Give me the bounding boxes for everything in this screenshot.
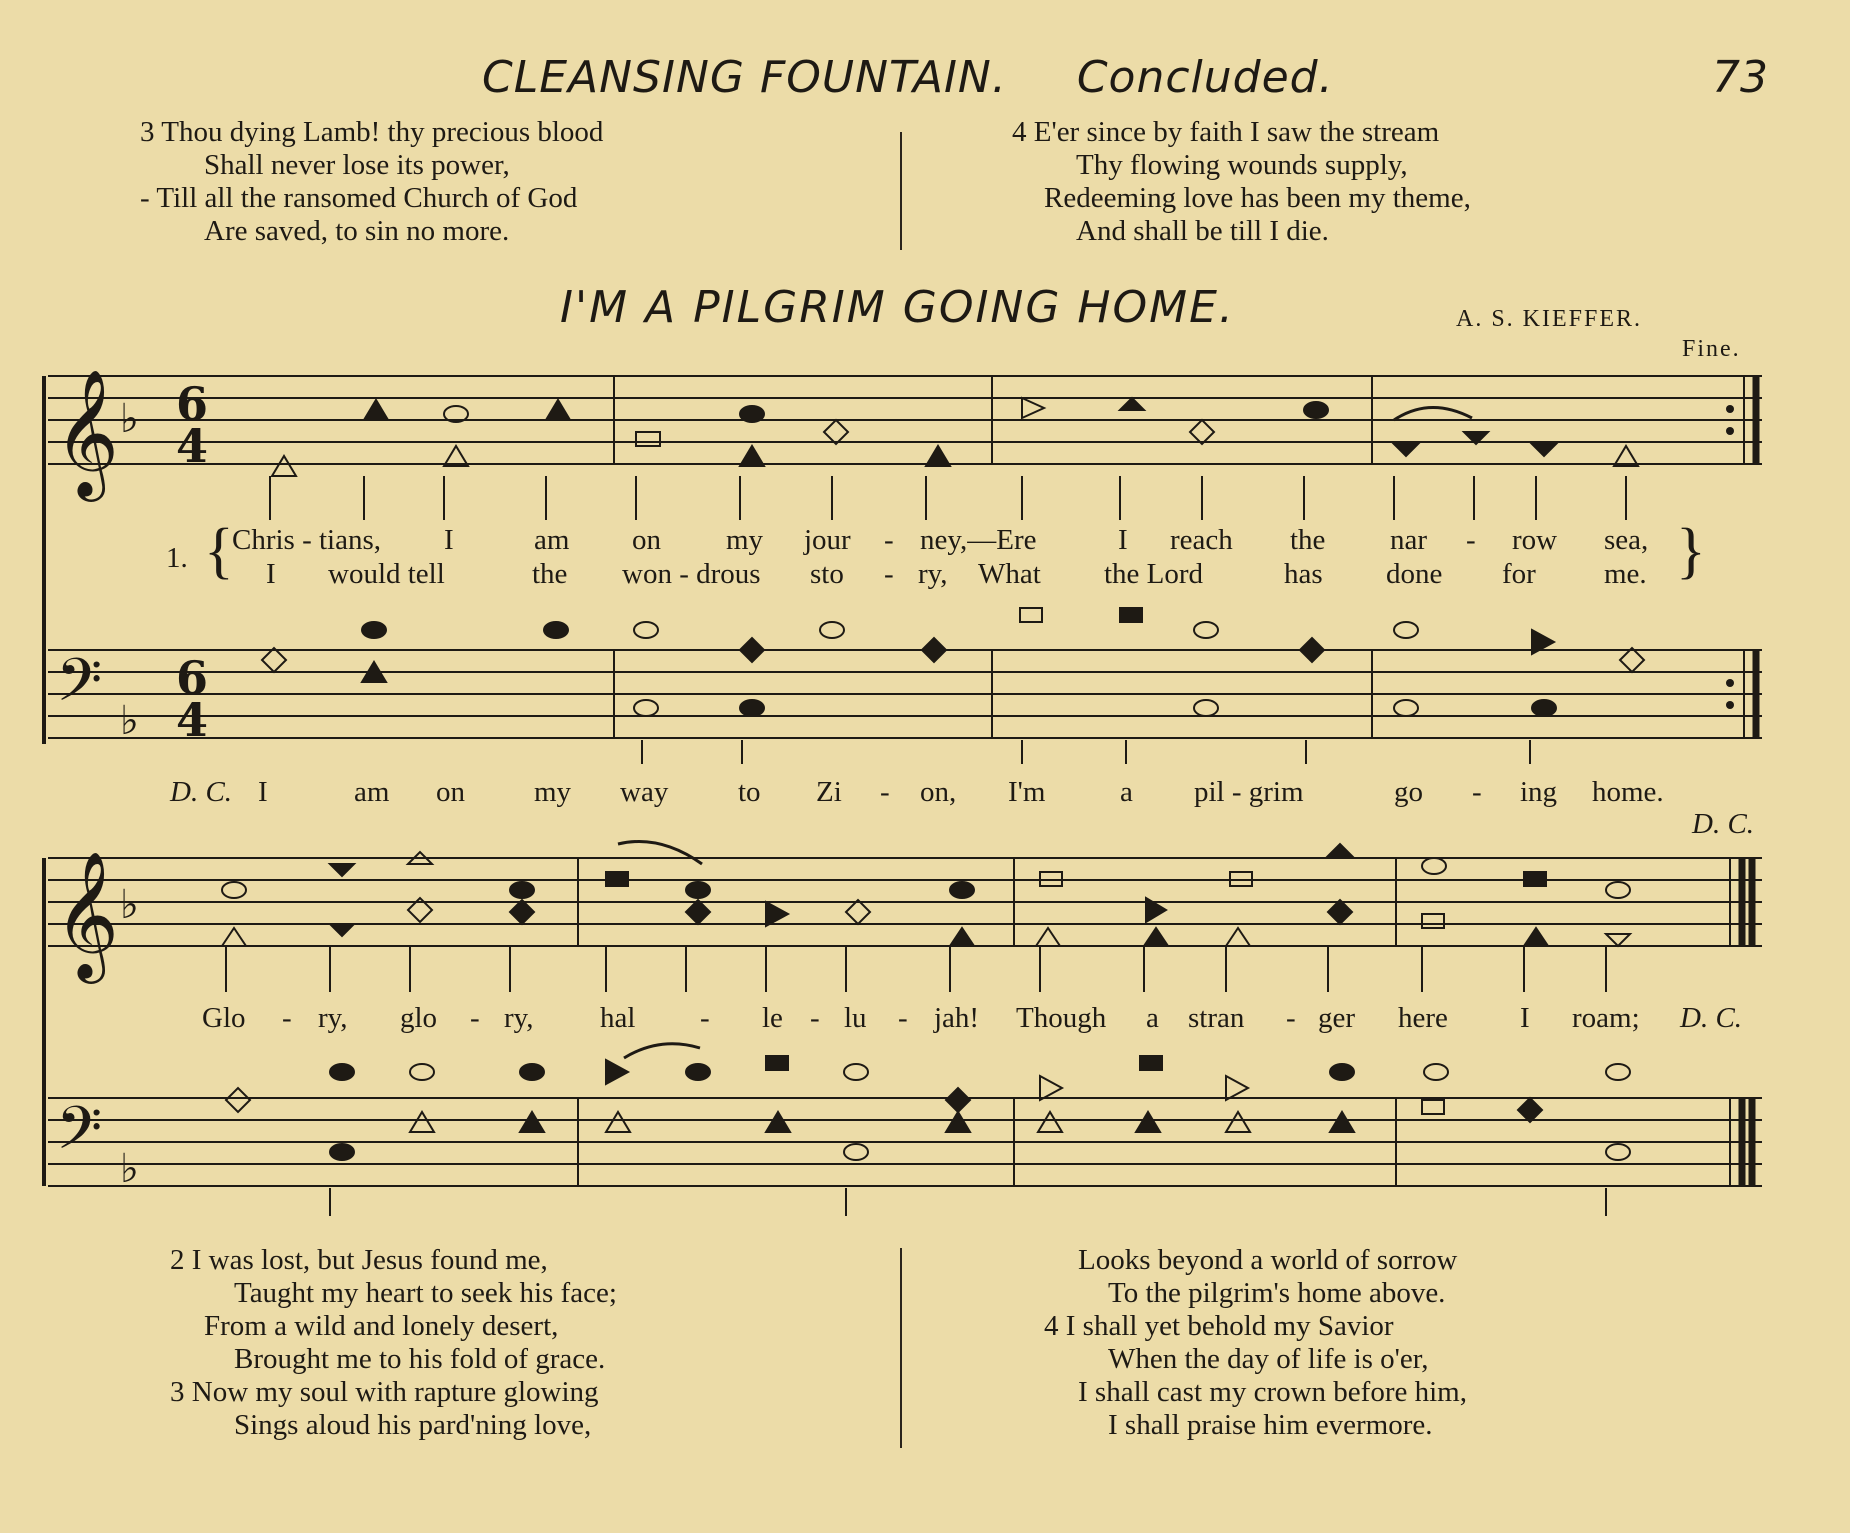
lyric: reach — [1170, 524, 1233, 556]
lyric: done — [1386, 558, 1443, 590]
svg-text:6: 6 — [176, 651, 209, 705]
verses-right — [1044, 1244, 1467, 1442]
lyric: would tell — [328, 558, 445, 590]
verse-line: 4 I shall yet behold my Savior — [1044, 1310, 1394, 1342]
lyric: ger — [1318, 1002, 1356, 1034]
verse-line: Thy flowing wounds supply, — [1076, 149, 1408, 181]
staff-treble-2 — [48, 858, 1762, 946]
lyric: I — [1520, 1002, 1530, 1034]
lyric: - — [700, 1002, 710, 1034]
lyric: home. — [1592, 776, 1664, 808]
lyric: ry, — [318, 1002, 348, 1034]
svg-text:6: 6 — [176, 377, 209, 431]
verse-line: When the day of life is o'er, — [1108, 1343, 1429, 1375]
verse-line: And shall be till I die. — [1076, 215, 1329, 247]
lyric: - — [880, 776, 890, 808]
verse-line: 2 I was lost, but Jesus found me, — [170, 1244, 548, 1276]
staff-treble-1 — [48, 376, 1762, 464]
verse-line: I shall cast my crown before him, — [1078, 1376, 1467, 1408]
lyric: the Lord — [1104, 558, 1204, 590]
svg-text:♭: ♭ — [120, 882, 139, 928]
lyric: sea, — [1604, 524, 1649, 556]
brace-right: } — [1676, 517, 1706, 585]
lyric: - — [282, 1002, 292, 1034]
lyric: the — [532, 558, 568, 590]
lyric: pil - grim — [1194, 776, 1304, 808]
verse-line: Brought me to his fold of grace. — [234, 1343, 606, 1375]
lyric: I — [444, 524, 454, 556]
hymn-title: I'M A PILGRIM GOING HOME. — [560, 282, 1235, 333]
lyric: I'm — [1008, 776, 1046, 808]
lyric: - — [470, 1002, 480, 1034]
lyric: go — [1394, 776, 1423, 808]
staff-bass-1 — [48, 650, 1762, 738]
staff-bass-2 — [48, 1098, 1762, 1186]
lyric: - — [884, 524, 894, 556]
lyric: lu — [844, 1002, 867, 1034]
verse-line: Redeeming love has been my theme, — [1044, 182, 1471, 214]
running-title: CLEANSING FOUNTAIN. — [482, 52, 1007, 103]
column-divider — [900, 1248, 902, 1448]
lyric: - — [1472, 776, 1482, 808]
brace: { — [204, 517, 234, 585]
lyric: a — [1146, 1002, 1159, 1034]
lyric: Glo — [202, 1002, 246, 1034]
lyric: jour — [804, 524, 851, 556]
verse-line: From a wild and lonely desert, — [204, 1310, 559, 1342]
lyric: - — [810, 1002, 820, 1034]
lyric: my — [726, 524, 764, 556]
lyric: the — [1290, 524, 1326, 556]
dc-mark: D. C. — [1692, 808, 1755, 840]
fine-mark: Fine. — [1682, 336, 1741, 362]
verses-left — [170, 1244, 617, 1442]
lyric: on — [436, 776, 465, 808]
svg-text:♭: ♭ — [120, 1146, 139, 1192]
lyric: ing — [1520, 776, 1558, 808]
verse-line: To the pilgrim's home above. — [1108, 1277, 1446, 1309]
lyric-dc: D. C. — [1680, 1002, 1743, 1034]
concluded-label: Concluded. — [1076, 52, 1334, 103]
verse-line: - Till all the ransomed Church of God — [140, 182, 578, 214]
svg-text:♭: ♭ — [120, 698, 139, 744]
lyric: hal — [600, 1002, 636, 1034]
svg-text:4: 4 — [176, 419, 209, 473]
lyric: I — [258, 776, 268, 808]
page-number: 73 — [1712, 52, 1768, 103]
verse-line: Looks beyond a world of sorrow — [1078, 1244, 1458, 1276]
lyric: here — [1398, 1002, 1448, 1034]
lyric: - — [884, 558, 894, 590]
lyric: me. — [1604, 558, 1647, 590]
verse-line: Sings aloud his pard'ning love, — [234, 1409, 592, 1441]
verse-line: Taught my heart to seek his face; — [234, 1277, 617, 1309]
lyric: roam; — [1572, 1002, 1640, 1034]
lyric: ry, — [918, 558, 948, 590]
verse-line: 3 Now my soul with rapture glowing — [170, 1376, 599, 1408]
treble-clef-icon: 𝄞 — [54, 368, 120, 496]
lyric: my — [534, 776, 572, 808]
lyric: I — [1118, 524, 1128, 556]
lyric: - — [1286, 1002, 1296, 1034]
verse-line: Shall never lose its power, — [204, 149, 510, 181]
lyric: won - drous — [622, 558, 761, 590]
verse-line: Are saved, to sin no more. — [204, 215, 510, 247]
verse-line: 3 Thou dying Lamb! thy precious blood — [140, 116, 604, 148]
bass-clef-icon: 𝄢 — [56, 645, 103, 729]
lyric: for — [1502, 558, 1536, 590]
lyric: am — [534, 524, 570, 556]
lyric: - — [1466, 524, 1476, 556]
lyric: has — [1284, 558, 1323, 590]
verse-line: I shall praise him evermore. — [1108, 1409, 1433, 1441]
lyric: Chris - tians, — [232, 524, 382, 556]
lyric: a — [1120, 776, 1133, 808]
lyric: ry, — [504, 1002, 534, 1034]
lyric: glo — [400, 1002, 438, 1034]
treble-clef-icon: 𝄞 — [54, 850, 120, 978]
lyric: Though — [1016, 1002, 1107, 1034]
lyric: to — [738, 776, 761, 808]
verse-number: 1. — [166, 542, 188, 574]
lyric: - — [898, 1002, 908, 1034]
svg-text:4: 4 — [176, 693, 209, 747]
lyric: way — [620, 776, 669, 808]
lyric: What — [978, 558, 1041, 590]
lyric: sto — [810, 558, 844, 590]
lyric: le — [762, 1002, 783, 1034]
lyric: jah! — [934, 1002, 980, 1034]
lyric: stran — [1188, 1002, 1245, 1034]
lyric: am — [354, 776, 390, 808]
lyric: nar — [1390, 524, 1428, 556]
lyric: ney,—Ere — [920, 524, 1037, 556]
svg-text:♭: ♭ — [120, 396, 139, 442]
bass-clef-icon: 𝄢 — [56, 1093, 103, 1177]
lyric: Zi — [816, 776, 842, 808]
lyric: I — [266, 558, 276, 590]
composer: A. S. KIEFFER. — [1456, 306, 1643, 332]
verse-line: 4 E'er since by faith I saw the stream — [1012, 116, 1440, 148]
lyric: on, — [920, 776, 957, 808]
lyric: row — [1512, 524, 1558, 556]
lyric-dc: D. C. — [170, 776, 233, 808]
lyric: on — [632, 524, 661, 556]
